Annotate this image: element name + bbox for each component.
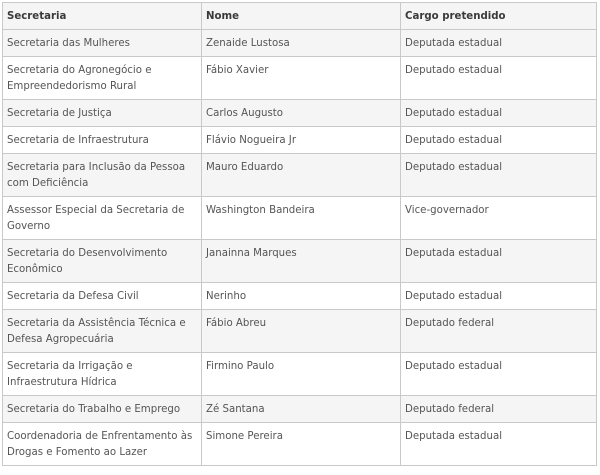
cell-secretaria: Assessor Especial da Secretaria de Governo bbox=[3, 197, 202, 240]
cell-nome: Flávio Nogueira Jr bbox=[202, 127, 401, 154]
cell-secretaria: Secretaria das Mulheres bbox=[3, 30, 202, 57]
cell-cargo: Deputado estadual bbox=[401, 57, 597, 100]
table-row bbox=[3, 240, 597, 283]
table-row bbox=[3, 423, 597, 466]
cell-secretaria: Secretaria da Assistência Técnica e Defesa Agropecuária bbox=[3, 310, 202, 353]
cell-cargo: Deputado estadual bbox=[401, 154, 597, 197]
cell-secretaria: Secretaria de Justiça bbox=[3, 100, 202, 127]
table-row bbox=[3, 154, 597, 197]
table-row bbox=[3, 30, 597, 57]
header-nome: Nome bbox=[202, 3, 401, 30]
cell-nome: Carlos Augusto bbox=[202, 100, 401, 127]
table-row bbox=[3, 57, 597, 100]
cell-cargo: Deputado federal bbox=[401, 310, 597, 353]
cell-nome: Fábio Abreu bbox=[202, 310, 401, 353]
cell-secretaria: Secretaria do Trabalho e Emprego bbox=[3, 396, 202, 423]
cell-secretaria: Secretaria do Agronegócio e Empreendedorismo Rural bbox=[3, 57, 202, 100]
table-row bbox=[3, 353, 597, 396]
cell-secretaria: Secretaria de Infraestrutura bbox=[3, 127, 202, 154]
cell-nome: Firmino Paulo bbox=[202, 353, 401, 396]
cell-cargo: Deputado estadual bbox=[401, 283, 597, 310]
cell-secretaria: Coordenadoria de Enfrentamento às Drogas e Fomento ao Lazer bbox=[3, 423, 202, 466]
table-row bbox=[3, 283, 597, 310]
cell-nome: Janainna Marques bbox=[202, 240, 401, 283]
cell-cargo: Deputada estadual bbox=[401, 30, 597, 57]
cell-cargo: Deputada estadual bbox=[401, 240, 597, 283]
cell-cargo: Deputado estadual bbox=[401, 127, 597, 154]
cell-secretaria: Secretaria da Irrigação e Infraestrutura Hídrica bbox=[3, 353, 202, 396]
cell-nome: Zé Santana bbox=[202, 396, 401, 423]
table-row bbox=[3, 127, 597, 154]
cell-nome: Simone Pereira bbox=[202, 423, 401, 466]
cell-nome: Nerinho bbox=[202, 283, 401, 310]
cell-cargo: Deputado estadual bbox=[401, 100, 597, 127]
candidates-table bbox=[2, 2, 597, 466]
table-row bbox=[3, 100, 597, 127]
cell-cargo: Deputado federal bbox=[401, 396, 597, 423]
table-row bbox=[3, 197, 597, 240]
cell-cargo: Deputado estadual bbox=[401, 353, 597, 396]
cell-nome: Mauro Eduardo bbox=[202, 154, 401, 197]
table-header-row bbox=[3, 3, 597, 30]
cell-secretaria: Secretaria do Desenvolvimento Econômico bbox=[3, 240, 202, 283]
cell-cargo: Vice-governador bbox=[401, 197, 597, 240]
header-cargo: Cargo pretendido bbox=[401, 3, 597, 30]
cell-cargo: Deputada estadual bbox=[401, 423, 597, 466]
table-container bbox=[2, 2, 596, 466]
table-row bbox=[3, 396, 597, 423]
cell-secretaria: Secretaria da Defesa Civil bbox=[3, 283, 202, 310]
header-secretaria: Secretaria bbox=[3, 3, 202, 30]
cell-nome: Zenaide Lustosa bbox=[202, 30, 401, 57]
cell-secretaria: Secretaria para Inclusão da Pessoa com Deficiência bbox=[3, 154, 202, 197]
cell-nome: Washington Bandeira bbox=[202, 197, 401, 240]
table-row bbox=[3, 310, 597, 353]
cell-nome: Fábio Xavier bbox=[202, 57, 401, 100]
